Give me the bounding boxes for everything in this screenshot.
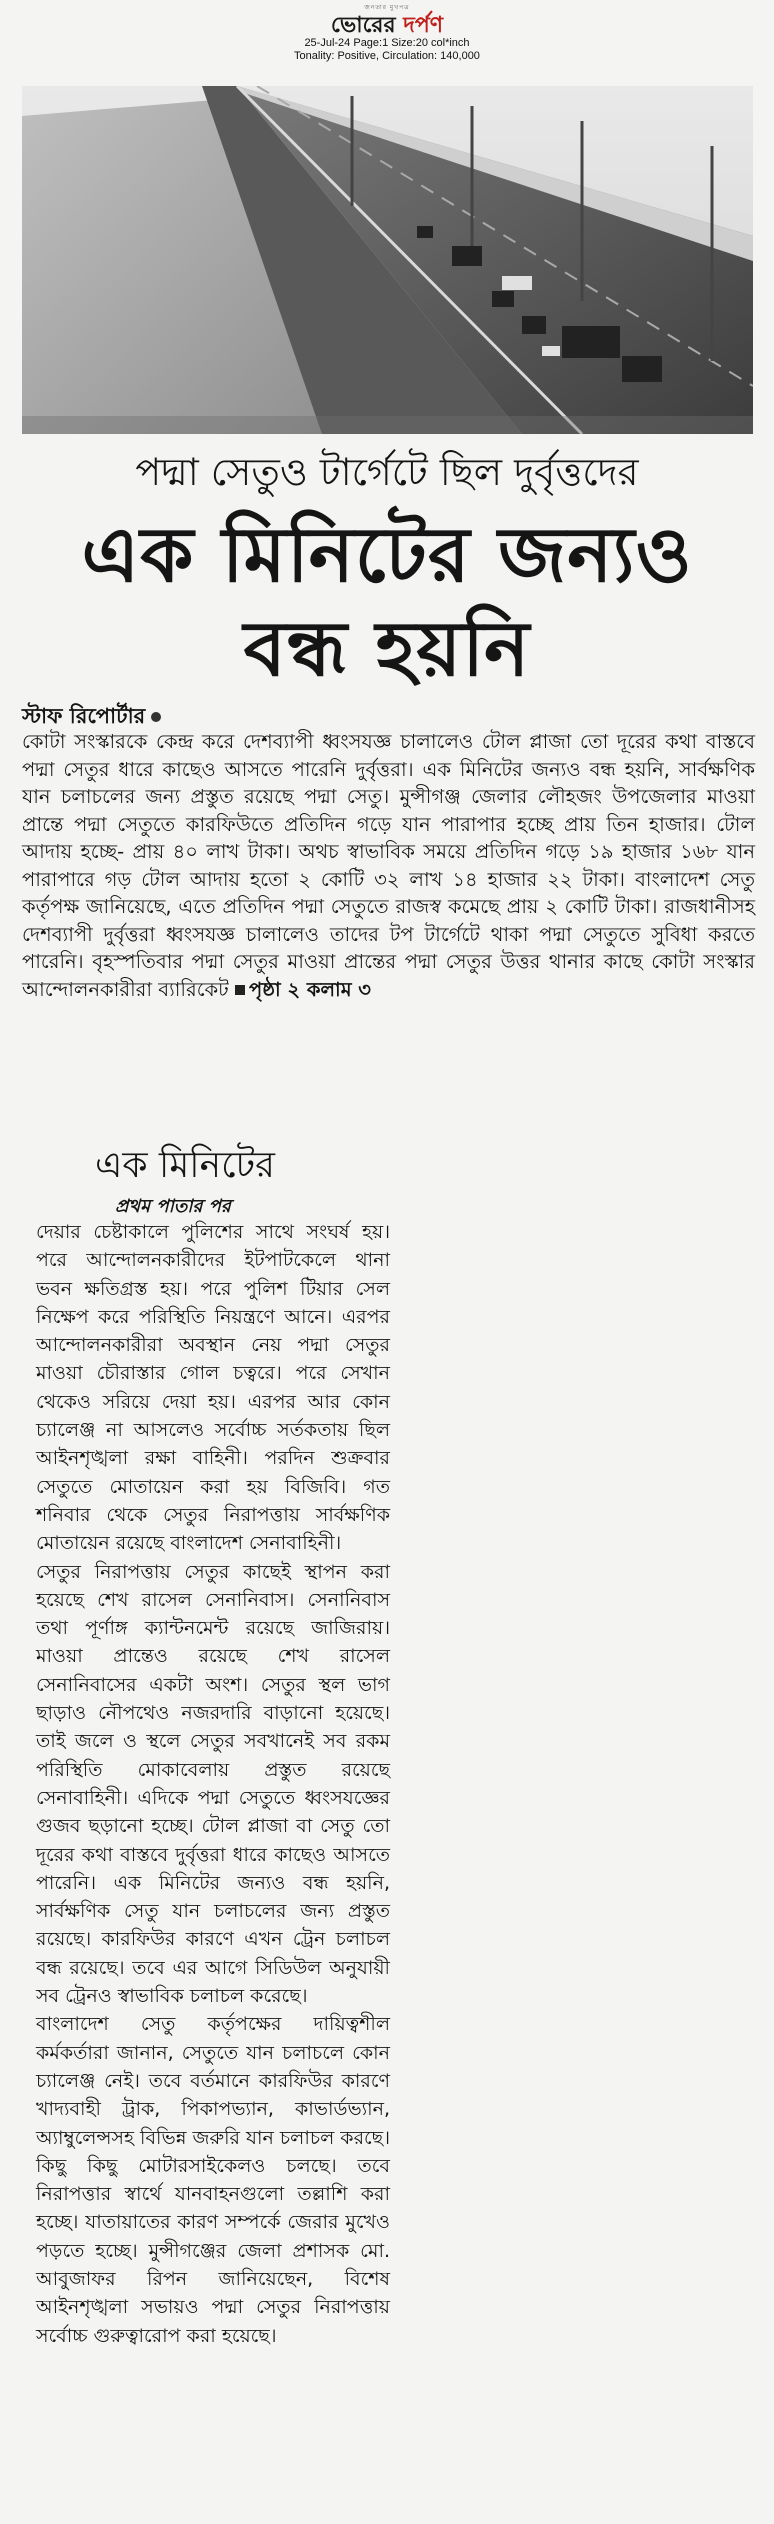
- jump-text: পৃষ্ঠা ২ কলাম ৩: [249, 977, 371, 1001]
- continuation-paragraph-3: বাংলাদেশ সেতু কর্তৃপক্ষের দায়িত্বশীল কর্মকর্তারা জানান, সেতুতে যান চলাচলে কোন চ্যালেঞ্জ নেই। তবে বর্তমানে কারফিউর কারণে খাদ্যবাহী ট্রাক, পিকাপভ্যান, কাভার্ডভ্যান, অ্যাম্বুলেন্সসহ বিভিন্ন জরুরি যান চলাচল করছে। কিছু কিছু মোটারসাইকেলও চলছে। তবে নিরাপত্তার স্বার্থে যানবাহনগুলো তল্লাশি করা হচ্ছে। যাতায়াতের কারণ সম্পর্কে জেরার মুখেও পড়তে হচ্ছে। মুন্সীগঞ্জের জেলা প্রশাসক মো. আবুজাফর রিপন জানিয়েছেন, বিশেষ আইনশৃঙ্খলা সভায়ও পদ্মা সেতুর নিরাপত্তায় সর্বোচ্চ গুরুত্বারোপ করা হয়েছে।: [36, 2013, 390, 2347]
- continuation-paragraph-2: সেতুর নিরাপত্তায় সেতুর কাছেই স্থাপন করা হয়েছে শেখ রাসেল সেনানিবাস। সেনানিবাস তথা পূর্ণাঙ্গ ক্যান্টনমেন্ট রয়েছে জাজিরায়। মাওয়া প্রান্তেও রয়েছে শেখ রাসেল সেনানিবাসের একটা অংশ। সেতুর স্থল ভাগ ছাড়াও নৌপথেও নজরদারি বাড়ানো হয়েছে। তাই জলে ও স্থলে সেতুর সবখানেই সব রকম পরিস্থিতি মোকাবেলায় প্রস্তুত রয়েছে সেনাবাহিনী। এদিকে পদ্মা সেতুতে ধ্বংসযজ্ঞের গুজব ছড়ানো হচ্ছে। টোল প্লাজা বা সেতু তো দূরের কথা বাস্তবে দুর্বৃত্তরা ধারে কাছেও আসতে পারেনি। এক মিনিটের জন্যও বন্ধ হয়নি, সার্বক্ষণিক সেতু যান চলাচলের জন্য প্রস্তুত রয়েছে। কারফিউর কারণে এখন ট্রেন চলাচল বন্ধ রয়েছে। তবে এর আগে সিডিউল অনুযায়ী সব ট্রেনও স্বাভাবিক চলাচল করেছে।: [36, 1560, 390, 2008]
- headline-line-2: বন্ধ হয়নি: [243, 604, 531, 693]
- square-bullet-icon: [235, 985, 245, 995]
- continuation-body: [36, 1218, 390, 2350]
- article-headline: [20, 508, 754, 696]
- jump-reference: [235, 978, 371, 1001]
- masthead: [0, 0, 774, 70]
- lead-paragraph: [22, 728, 755, 1003]
- masthead-tagline: জনতার মুখপত্র: [364, 4, 410, 11]
- byline-bullet-icon: [151, 712, 161, 722]
- continuation-title: এক মিনিটের: [95, 1145, 275, 1186]
- logo-part-2: দর্পণ: [403, 12, 444, 38]
- byline-text: স্টাফ রিপোর্টার: [22, 704, 146, 728]
- continuation-subtitle: প্রথম পাতার পর: [115, 1196, 231, 1217]
- logo-part-1: ভোরের: [330, 12, 404, 38]
- clipping-meta-line-2: Tonality: Positive, Circulation: 140,000: [294, 50, 480, 62]
- newspaper-logo: [331, 13, 443, 37]
- article-kicker: পদ্মা সেতুও টার্গেটে ছিল দুর্বৃত্তদের: [135, 450, 639, 494]
- continuation-paragraph-1: দেয়ার চেষ্টাকালে পুলিশের সাথে সংঘর্ষ হয়। পরে আন্দোলনকারীদের ইটপাটকেলে থানা ভবন ক্ষতিগ্রস্ত হয়। পরে পুলিশ টিয়ার সেল নিক্ষেপ করে পরিস্থিতি নিয়ন্ত্রণে আনে। এরপর আন্দোলনকারীরা অবস্থান নেয় পদ্মা সেতুর মাওয়া চৌরাস্তার গোল চত্বরে। পরে সেখান থেকেও সরিয়ে দেয়া হয়। এরপর আর কোন চ্যালেঞ্জ না আসলেও সর্বোচ্চ সর্তকতায় ছিল আইনশৃঙ্খলা রক্ষা বাহিনী। পরদিন শুক্রবার সেতুতে মোতায়েন করা হয় বিজিবি। গত শনিবার থেকে সেতুর নিরাপত্তায় সার্বক্ষণিক মোতায়েন রয়েছে বাংলাদেশ সেনাবাহিনী।: [36, 1221, 390, 1555]
- lead-text: কোটা সংস্কারকে কেন্দ্র করে দেশব্যাপী ধ্বংসযজ্ঞ চালালেও টোল প্লাজা তো দূরের কথা বাস্তবে পদ্মা সেতুর ধারে কাছেও আসতে পারেনি দুর্বৃত্তরা। এক মিনিটের জন্যও বন্ধ হয়নি, সার্বক্ষণিক যান চলাচলের জন্য প্রস্তুত রয়েছে পদ্মা সেতু। মুন্সীগঞ্জ জেলার লৌহজং উপজেলার মাওয়া প্রান্তে পদ্মা সেতুতে কারফিউতে প্রতিদিন গড়ে যান পারাপার হচ্ছে প্রায় তিন হাজার। টোল আদায় হচ্ছে- প্রায় ৪০ লাখ টাকা। অথচ স্বাভাবিক সময়ে প্রতিদিন গড়ে ১৯ হাজার ১৬৮ যান পারাপারে গড় টোল আদায় হতো ২ কোটি ৩২ লাখ ১৪ হাজার ২২ টাকা। বাংলাদেশ সেতু কর্তৃপক্ষ জানিয়েছে, এতে প্রতিদিন পদ্মা সেতুতে রাজস্ব কমেছে প্রায় ২ কোটি টাকা। রাজধানীসহ দেশব্যাপী দুর্বৃত্তরা ধ্বংসযজ্ঞ চালালেও তাদের টপ টার্গেটে থাকা পদ্মা সেতুতে সুবিধা করতে পারেনি। বৃহস্পতিবার পদ্মা সেতুর মাওয়া প্রান্তের পদ্মা সেতুর উত্তর থানার কাছে কোটা সংস্কার আন্দোলনকারীরা ব্যারিকেট: [22, 730, 755, 1001]
- clipping-meta-line-1: 25-Jul-24 Page:1 Size:20 col*inch: [304, 37, 470, 49]
- headline-line-1: এক মিনিটের জন্যও: [81, 510, 693, 599]
- bridge-photo: [22, 86, 753, 434]
